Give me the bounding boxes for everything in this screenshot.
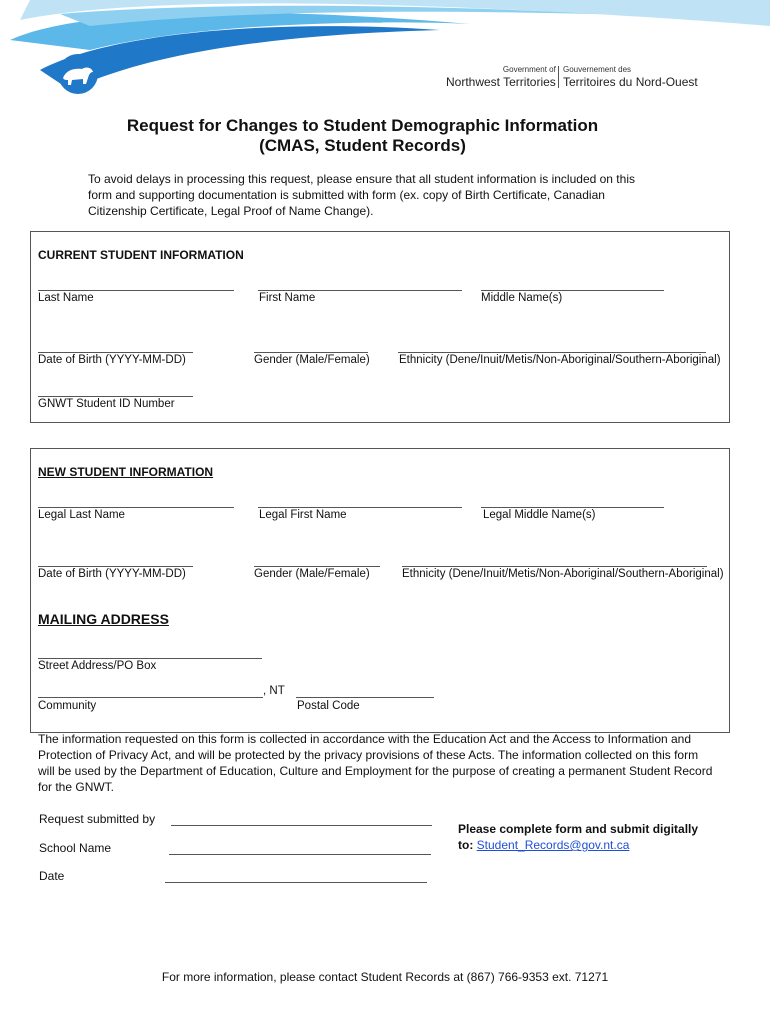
school-name-label: School Name [39, 841, 112, 855]
title-line-1: Request for Changes to Student Demographic Information [126, 116, 599, 135]
cta-line-1: Please complete form and submit digitally [458, 822, 699, 836]
legal-last-name-label: Legal Last Name [38, 509, 125, 521]
ethnicity-field[interactable] [398, 352, 706, 353]
requested-by-label: Request submitted by [39, 812, 156, 826]
date-field[interactable] [165, 882, 427, 883]
intro-text: To avoid delays in processing this request, please ensure that all student information is included on this form and supporting documentation is submitted with form (ex. copy of Birth Certificate, Canadian Citizenship Certificate, Legal Proof of Name Change). [88, 172, 635, 218]
cta-to: to: [458, 838, 474, 852]
email-link[interactable]: Student_Records@gov.nt.ca [476, 838, 630, 852]
new-info-box [30, 448, 730, 733]
gov-en-small: Government of [502, 65, 556, 74]
middle-name-field[interactable] [481, 290, 664, 291]
community-field[interactable] [38, 697, 263, 698]
student-id-field[interactable] [38, 396, 193, 397]
logo-divider [558, 66, 559, 88]
new-gender-label: Gender (Male/Female) [254, 568, 370, 580]
first-name-label: First Name [259, 292, 316, 304]
new-info-heading: NEW STUDENT INFORMATION [38, 465, 214, 479]
submission-instructions [458, 821, 698, 853]
page-title [0, 116, 725, 156]
new-ethnicity-label: Ethnicity (Dene/Inuit/Metis/Non-Aboriginal/Southern-Aboriginal) [402, 568, 724, 580]
footer-contact: For more information, please contact Student Records at (867) 766-9353 ext. 71271 [161, 970, 609, 984]
date-label: Date [39, 869, 65, 883]
gov-logo-french [563, 66, 698, 88]
new-ethnicity-field[interactable] [402, 566, 707, 567]
legal-middle-name-label: Legal Middle Name(s) [483, 509, 596, 521]
dob-field[interactable] [38, 352, 193, 353]
school-name-field[interactable] [169, 854, 431, 855]
legal-middle-name-field[interactable] [481, 507, 664, 508]
student-id-label: GNWT Student ID Number [38, 398, 175, 410]
middle-name-label: Middle Name(s) [481, 292, 563, 304]
gov-fr-small: Gouvernement des [563, 65, 632, 74]
postal-code-label: Postal Code [297, 700, 360, 712]
privacy-notice: The information requested on this form is collected in accordance with the Education Act and the Access to Information and Protection of Privacy Act, and will be protected by the privacy provisions of these Acts. The information collected on this form will be used by the Department of Education, Culture and Employment for the purpose of creating a permanent Student Record for the GNWT. [38, 732, 713, 794]
dob-label: Date of Birth (YYYY-MM-DD) [38, 354, 186, 366]
title-line-2: (CMAS, Student Records) [259, 136, 466, 155]
street-address-field[interactable] [38, 658, 262, 659]
street-address-label: Street Address/PO Box [38, 660, 157, 672]
mailing-address-heading: MAILING ADDRESS [38, 611, 169, 627]
first-name-field[interactable] [258, 290, 462, 291]
community-label: Community [38, 700, 97, 712]
legal-last-name-field[interactable] [38, 507, 234, 508]
last-name-label: Last Name [38, 292, 94, 304]
gov-logo-english [446, 66, 556, 88]
requested-by-field[interactable] [171, 825, 432, 826]
gender-label: Gender (Male/Female) [254, 354, 370, 366]
nt-suffix: , NT [263, 685, 285, 697]
last-name-field[interactable] [38, 290, 234, 291]
new-gender-field[interactable] [254, 566, 380, 567]
new-dob-field[interactable] [38, 566, 193, 567]
current-info-heading: CURRENT STUDENT INFORMATION [38, 248, 244, 262]
legal-first-name-label: Legal First Name [259, 509, 347, 521]
ethnicity-label: Ethnicity (Dene/Inuit/Metis/Non-Aboriginal/Southern-Aboriginal) [399, 354, 721, 366]
gov-en-large: Northwest Territories [446, 75, 556, 89]
new-dob-label: Date of Birth (YYYY-MM-DD) [38, 568, 186, 580]
gov-fr-large: Territoires du Nord-Ouest [563, 75, 698, 89]
legal-first-name-field[interactable] [258, 507, 462, 508]
postal-code-field[interactable] [296, 697, 434, 698]
gender-field[interactable] [254, 352, 368, 353]
